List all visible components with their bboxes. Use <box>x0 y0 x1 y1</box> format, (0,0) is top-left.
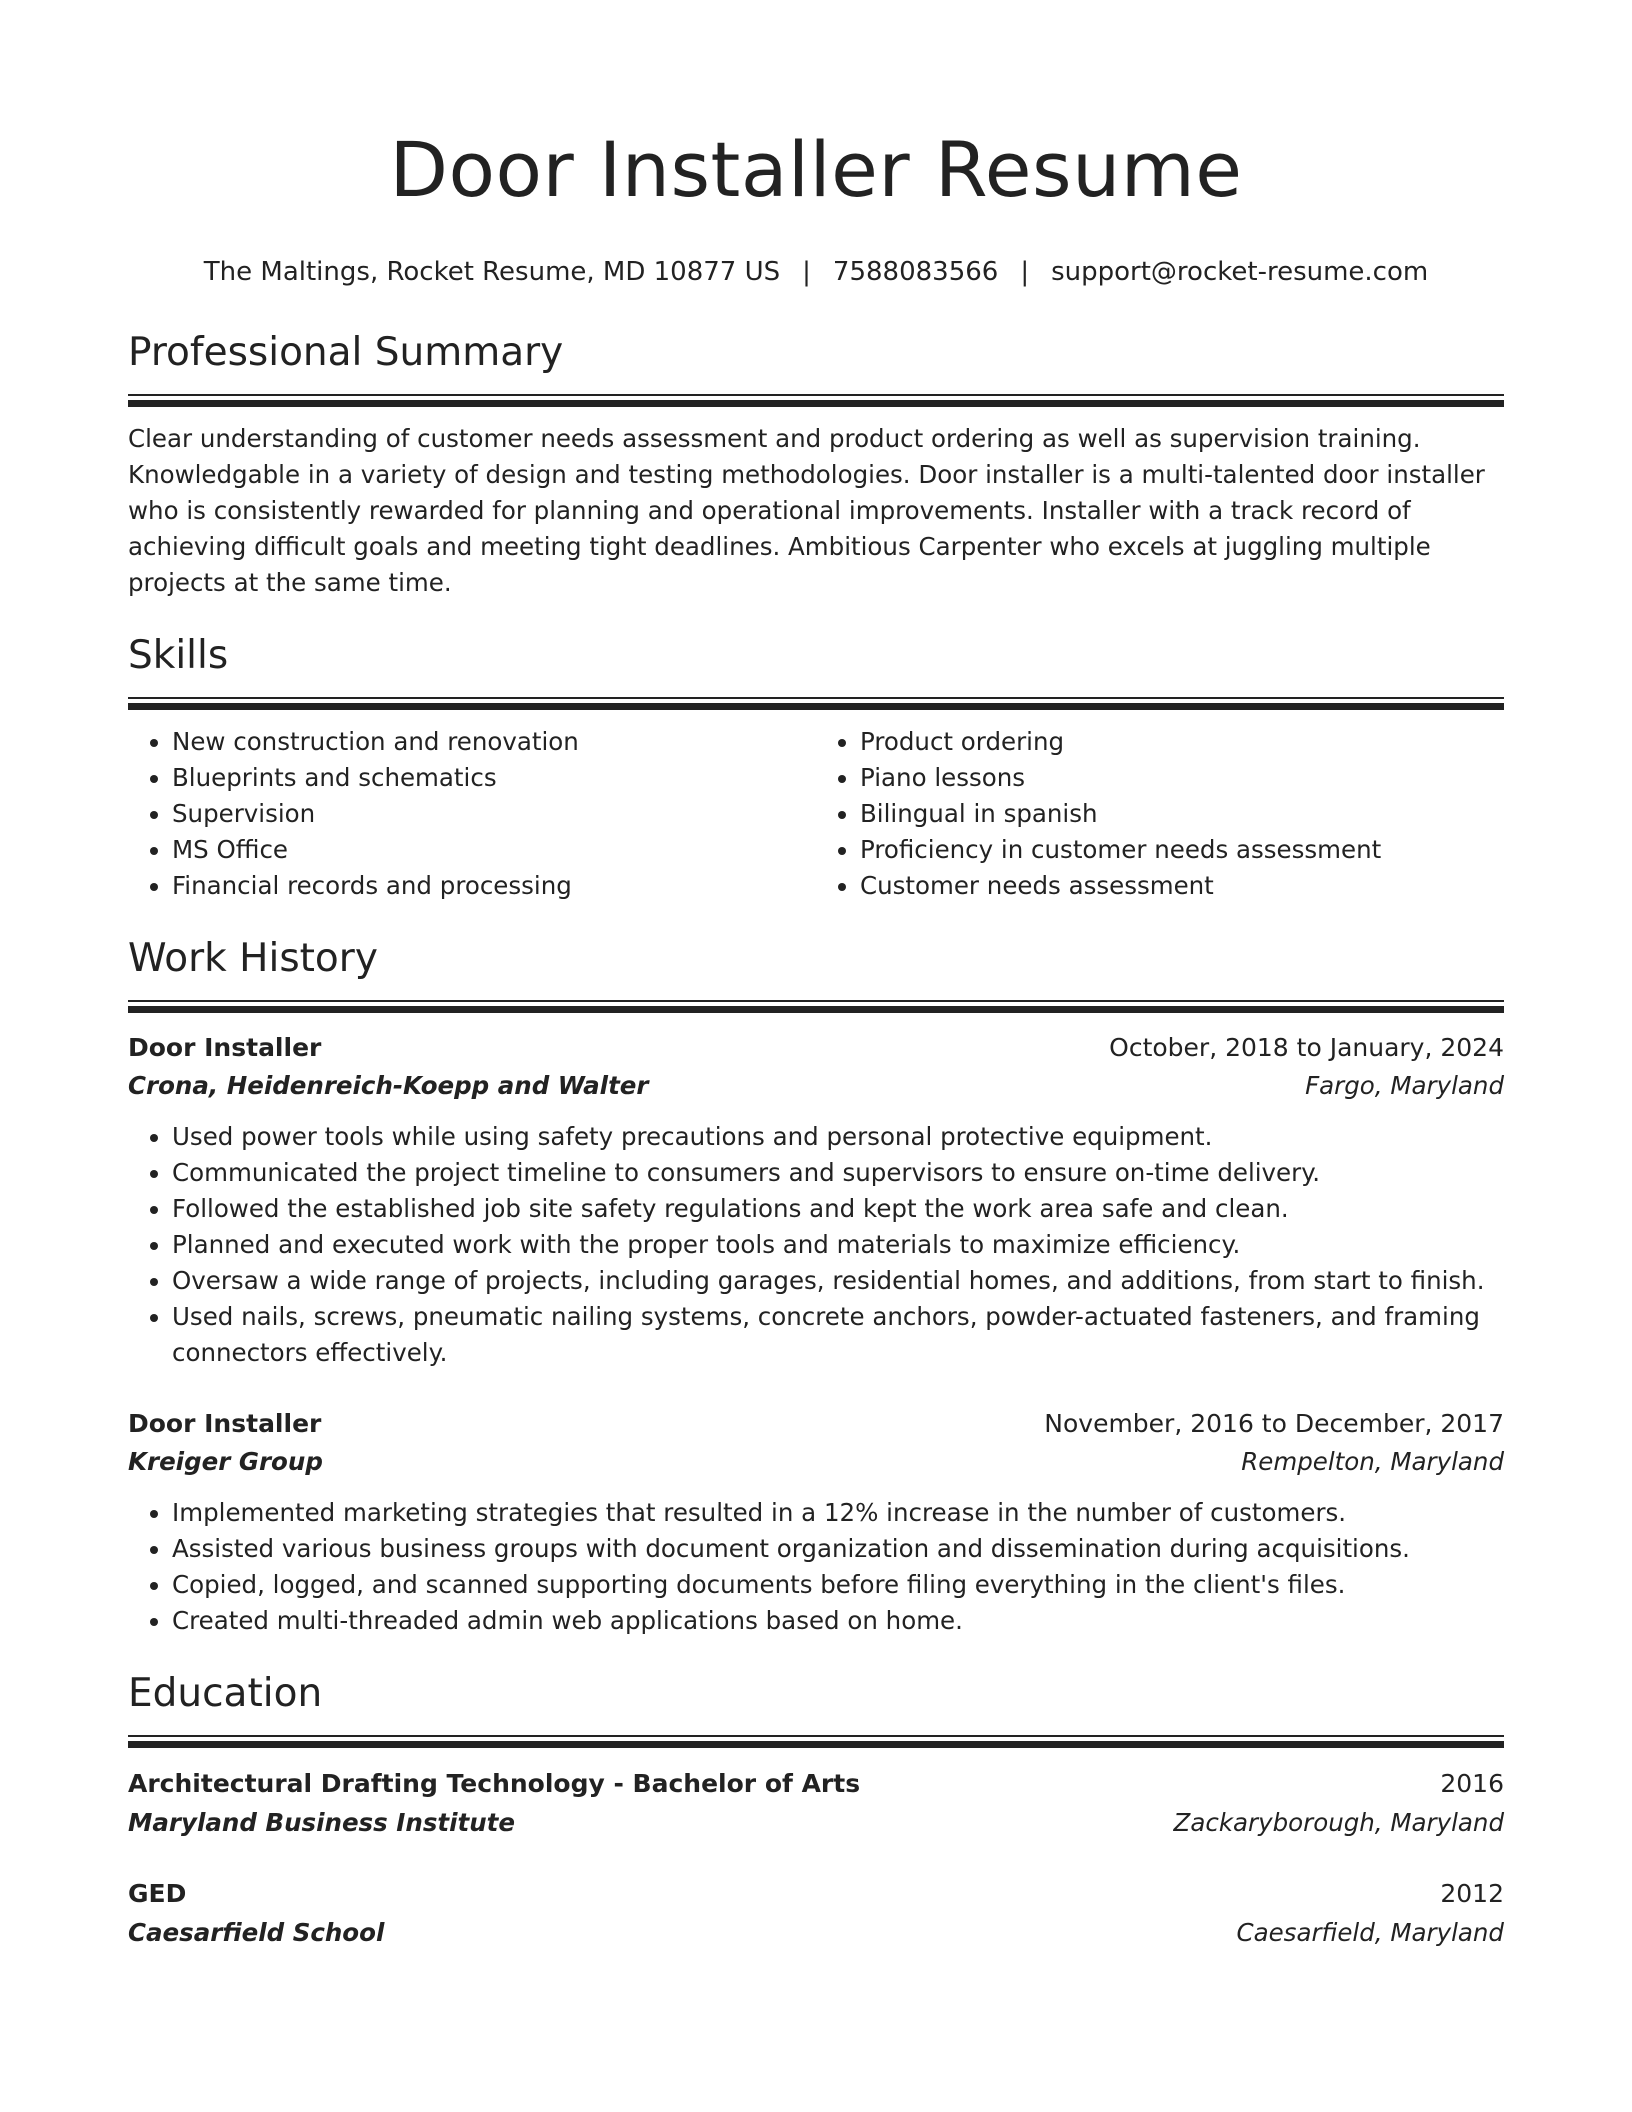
skill-item: • Bilingual in spanish <box>860 796 1504 832</box>
contact-email: support@rocket-resume.com <box>1051 257 1429 287</box>
job-company-row <box>128 1067 1504 1105</box>
education-school: Maryland Business Institute <box>128 1808 515 1837</box>
section-heading-summary: Professional Summary <box>128 330 564 375</box>
section-heading-work-history: Work History <box>128 936 378 981</box>
contact-line <box>128 254 1504 290</box>
skill-item: • MS Office <box>172 832 816 868</box>
job-company-row <box>128 1443 1504 1481</box>
job-header-row <box>128 1029 1504 1067</box>
education-location: Zackaryborough, Maryland <box>1173 1808 1504 1837</box>
resume-title: Door Installer Resume <box>389 125 1243 214</box>
section-heading-skills: Skills <box>128 633 229 678</box>
education-entry <box>128 1874 1504 1952</box>
contact-phone: 7588083566 <box>832 257 999 287</box>
summary-section <box>128 328 1504 601</box>
job-title: Door Installer <box>128 1409 322 1438</box>
job-duty: • Used nails, screws, pneumatic nailing systems, concrete anchors, powder-actuated fasteners, and framing connectors effectively. <box>172 1299 1504 1371</box>
skill-item: • Proficiency in customer needs assessment <box>860 832 1504 868</box>
job-duty: • Used power tools while using safety precautions and personal protective equipment. <box>172 1119 1504 1155</box>
job-location: Fargo, Maryland <box>1305 1071 1504 1100</box>
contact-separator: | <box>802 257 811 287</box>
section-divider <box>128 394 1504 407</box>
contact-address: The Maltings, Rocket Resume, MD 10877 US <box>203 257 781 287</box>
job-duty: • Followed the established job site safety regulations and kept the work area safe and clean. <box>172 1191 1504 1227</box>
job-duty: • Communicated the project timeline to consumers and supervisors to ensure on-time delivery. <box>172 1155 1504 1191</box>
job-duties <box>128 1495 1504 1639</box>
job-duty: • Assisted various business groups with document organization and dissemination during acquisitions. <box>172 1531 1504 1567</box>
job-dates: November, 2016 to December, 2017 <box>1044 1409 1504 1438</box>
job-dates: October, 2018 to January, 2024 <box>1109 1033 1504 1062</box>
job-location: Rempelton, Maryland <box>1241 1447 1504 1476</box>
education-school: Caesarfield School <box>128 1918 385 1947</box>
education-section <box>128 1669 1504 1952</box>
section-divider <box>128 697 1504 710</box>
job-entry <box>128 1029 1504 1371</box>
education-header-row <box>128 1874 1504 1914</box>
education-school-row <box>128 1804 1504 1842</box>
skills-list-right <box>816 724 1504 904</box>
skill-item: • New construction and renovation <box>172 724 816 760</box>
contact-separator: | <box>1020 257 1030 287</box>
education-header-row <box>128 1764 1504 1804</box>
skill-item: • Financial records and processing <box>172 868 816 904</box>
job-company: Crona, Heidenreich-Koepp and Walter <box>128 1071 649 1100</box>
education-school-row <box>128 1914 1504 1952</box>
skill-item: • Customer needs assessment <box>860 868 1504 904</box>
skill-item: • Blueprints and schematics <box>172 760 816 796</box>
education-year: 2016 <box>1440 1769 1504 1798</box>
skills-section <box>128 631 1504 904</box>
education-location: Caesarfield, Maryland <box>1236 1918 1504 1947</box>
section-divider <box>128 1000 1504 1013</box>
skill-item: • Supervision <box>172 796 816 832</box>
skill-item: • Piano lessons <box>860 760 1504 796</box>
skills-list-left <box>128 724 816 904</box>
skills-columns <box>128 724 1504 904</box>
summary-text: Clear understanding of customer needs assessment and product ordering as well as supervision training. Knowledgable in a variety of design and testing methodologies. Door installer is a multi-talented door installer who is consistently rewarded for planning and operational improvements. Installer with a track record of achieving difficult goals and meeting tight deadlines. Ambitious Carpenter who excels at juggling multiple projects at the same time. <box>128 424 1485 597</box>
skill-item: • Product ordering <box>860 724 1504 760</box>
education-degree: GED <box>128 1879 187 1908</box>
job-duty: • Planned and executed work with the proper tools and materials to maximize efficiency. <box>172 1227 1504 1263</box>
job-duty: • Oversaw a wide range of projects, including garages, residential homes, and additions, from start to finish. <box>172 1263 1504 1299</box>
job-duty: • Implemented marketing strategies that resulted in a 12% increase in the number of customers. <box>172 1495 1504 1531</box>
work-history-section <box>128 934 1504 1639</box>
job-entry <box>128 1405 1504 1639</box>
job-company: Kreiger Group <box>128 1447 323 1476</box>
section-divider <box>128 1735 1504 1748</box>
education-year: 2012 <box>1440 1879 1504 1908</box>
education-entry <box>128 1764 1504 1842</box>
job-duty: • Copied, logged, and scanned supporting documents before filing everything in the client's files. <box>172 1567 1504 1603</box>
job-duty: • Created multi-threaded admin web applications based on home. <box>172 1603 1504 1639</box>
section-heading-education: Education <box>128 1671 323 1716</box>
job-header-row <box>128 1405 1504 1443</box>
job-title: Door Installer <box>128 1033 322 1062</box>
job-duties <box>128 1119 1504 1371</box>
education-degree: Architectural Drafting Technology - Bachelor of Arts <box>128 1769 861 1798</box>
